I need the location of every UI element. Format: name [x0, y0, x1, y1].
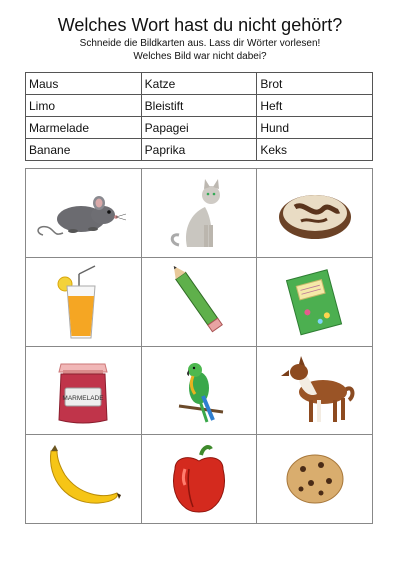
- worksheet-title: Welches Wort hast du nicht gehört?: [57, 15, 343, 35]
- picture-card-banana: [26, 435, 142, 524]
- word-row: [26, 117, 373, 139]
- instruction-line-2: Welches Bild war nicht dabei?: [133, 51, 267, 62]
- lemonade-icon: [33, 262, 133, 342]
- word-row: [26, 73, 373, 95]
- word-cell: Brot: [257, 73, 373, 95]
- picture-card-grid: [25, 168, 373, 524]
- banana-icon: [33, 439, 133, 519]
- picture-card-lemonade: [26, 258, 142, 347]
- picture-card-pepper: [142, 435, 258, 524]
- word-cell: Limo: [26, 95, 142, 117]
- word-cell: Bleistift: [141, 95, 257, 117]
- pencil-icon: [149, 262, 249, 342]
- instruction-line-1: Schneide die Bildkarten aus. Lass dir Wörter vorlesen!: [79, 38, 321, 49]
- cat-icon: [149, 173, 249, 253]
- picture-card-cat: [142, 169, 258, 258]
- word-cell: Maus: [26, 73, 142, 95]
- picture-card-jam: [26, 347, 142, 436]
- dog-icon: [265, 350, 365, 430]
- cookie-icon: [265, 439, 365, 519]
- picture-card-mouse: [26, 169, 142, 258]
- word-cell: Heft: [257, 95, 373, 117]
- word-cell: Keks: [257, 139, 373, 161]
- parrot-icon: [149, 350, 249, 430]
- word-cell: Katze: [141, 73, 257, 95]
- word-cell: Hund: [257, 117, 373, 139]
- jam-jar-icon: [33, 350, 133, 430]
- word-cell: Marmelade: [26, 117, 142, 139]
- mouse-icon: [33, 173, 133, 253]
- picture-card-parrot: [142, 347, 258, 436]
- word-cell: Papagei: [141, 117, 257, 139]
- picture-card-dog: [257, 347, 373, 436]
- word-cell: Banane: [26, 139, 142, 161]
- picture-card-pencil: [142, 258, 258, 347]
- word-row: [26, 95, 373, 117]
- bread-icon: [265, 173, 365, 253]
- word-row: [26, 139, 373, 161]
- word-cell: Paprika: [141, 139, 257, 161]
- bell-pepper-icon: [149, 439, 249, 519]
- picture-card-cookie: [257, 435, 373, 524]
- picture-card-bread: [257, 169, 373, 258]
- picture-card-notebook: [257, 258, 373, 347]
- jam-jar-label: MARMELADE: [62, 395, 104, 403]
- word-table: [25, 72, 373, 161]
- notebook-icon: [265, 262, 365, 342]
